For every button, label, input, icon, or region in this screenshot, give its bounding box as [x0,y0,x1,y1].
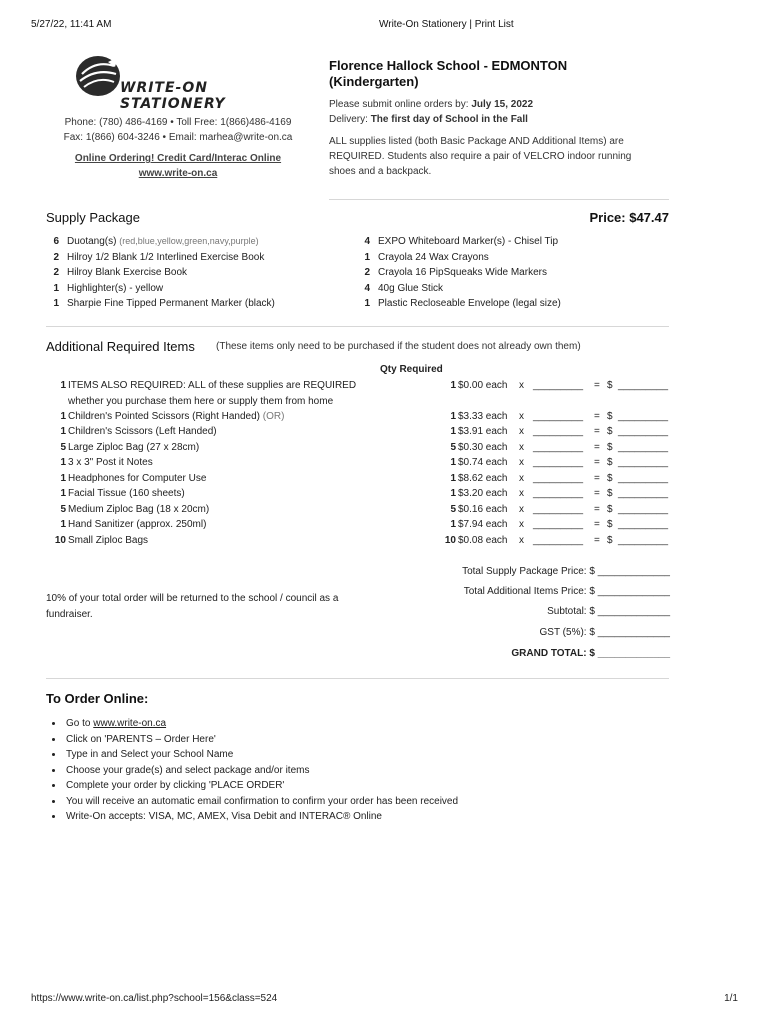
item-qty-required: 1 [450,426,456,437]
item-qty: 5 [60,504,66,515]
delivery-info [329,112,659,127]
item-name: Facial Tissue (160 sheets) [68,488,185,499]
item-price: $8.62 each [458,473,508,484]
item-qty: 1 [60,380,66,391]
website-link[interactable]: www.write-on.ca [93,718,167,729]
item-qty: 10 [54,535,66,546]
item-name: Headphones for Computer Use [68,473,207,484]
gst-line: GST (5%): $ _____________ [539,627,670,638]
list-item: 2 Hilroy Blank Exercise Book [53,267,188,278]
table-row [46,455,676,471]
list-item: 6 Duotang(s) (red,blue,yellow,green,navy,purple) [53,236,259,247]
total-blank: _________ [618,535,669,546]
dollar-symbol: $ [607,442,613,453]
divider [46,678,669,679]
submit-deadline [329,97,659,112]
equals-symbol: = [594,535,600,546]
dollar-symbol: $ [607,457,613,468]
item-qty-required: 10 [444,535,456,546]
item-name: Children's Pointed Scissors (Right Handed) (OR) [68,411,285,422]
table-row [46,533,676,549]
supply-list-right [355,234,561,312]
delivery-label: Delivery: [329,114,368,125]
item-name: Hand Sanitizer (approx. 250ml) [68,519,207,530]
order-online-heading: To Order Online: [46,691,149,706]
item-price: $0.00 each [458,380,508,391]
item-qty-required: 5 [450,504,456,515]
dollar-symbol: $ [607,380,613,391]
equals-symbol: = [594,488,600,499]
list-item: • You will receive an automatic email confirmation to confirm your order has been received [64,794,458,810]
table-row [46,502,676,518]
item-qty-required: 1 [450,380,456,391]
total-blank: _________ [618,426,669,437]
school-name: Florence Hallock School - EDMONTON [329,58,568,73]
school-grade: (Kindergarten) [329,74,419,89]
equals-symbol: = [594,457,600,468]
table-row [46,409,676,425]
qty-blank: _________ [533,426,584,437]
qty-blank: _________ [533,380,584,391]
write-on-logo [74,54,294,112]
list-item: 1 Highlighter(s) - yellow [53,282,164,294]
item-name: 3 x 3" Post it Notes [68,457,153,468]
divider [46,326,669,327]
dollar-symbol: $ [607,504,613,515]
submit-label: Please submit online orders by: [329,99,469,110]
total-blank: _________ [618,488,669,499]
list-item: • Type in and Select your School Name [64,747,458,763]
table-row [46,378,676,394]
dollar-symbol: $ [607,426,613,437]
multiply-symbol: x [519,442,524,453]
item-price: $0.30 each [458,442,508,453]
online-ordering-link[interactable]: Online Ordering! Credit Card/Interac Online [74,153,282,164]
total-blank: _________ [618,473,669,484]
qty-required-label: Qty Required [380,364,443,375]
total-blank: _________ [618,504,669,515]
item-qty-required: 1 [450,411,456,422]
table-row [46,440,676,456]
item-qty: 1 [60,473,66,484]
table-row [46,471,676,487]
multiply-symbol: x [519,488,524,499]
footer-url: https://www.write-on.ca/list.php?school=156&class=524 [31,993,278,1004]
equals-symbol: = [594,442,600,453]
item-price: $0.74 each [458,457,508,468]
multiply-symbol: x [519,519,524,530]
qty-blank: _________ [533,519,584,530]
list-item: • Complete your order by clicking 'PLACE ORDER' [64,778,458,794]
equals-symbol: = [594,504,600,515]
item-price: $3.33 each [458,411,508,422]
total-blank: _________ [618,380,669,391]
item-price: $7.94 each [458,519,508,530]
submit-date: July 15, 2022 [471,99,534,110]
supply-list-left [44,234,275,312]
multiply-symbol: x [519,426,524,437]
item-qty-required: 5 [450,442,456,453]
website-link[interactable]: www.write-on.ca [138,168,218,179]
total-blank: _________ [618,411,669,422]
dollar-symbol: $ [607,473,613,484]
additional-subtitle: (These items only need to be purchased if the student does not already own them) [216,341,581,352]
subtotal-line: Subtotal: $ _____________ [547,606,670,617]
print-title: Write-On Stationery | Print List [379,19,514,30]
item-qty: 1 [60,488,66,499]
item-qty: 5 [60,442,66,453]
table-row [46,517,676,533]
total-blank: _________ [618,442,669,453]
grand-total-line: GRAND TOTAL: $ _____________ [511,648,670,659]
total-blank: _________ [618,457,669,468]
multiply-symbol: x [519,535,524,546]
qty-blank: _________ [533,411,584,422]
list-item: 2 Crayola 16 PipSqueaks Wide Markers [364,267,547,278]
additional-total-line: Total Additional Items Price: $ _____________ [463,586,670,597]
list-item: 2 Hilroy 1/2 Blank 1/2 Interlined Exercise Book [53,251,265,263]
qty-blank: _________ [533,457,584,468]
list-item: 1 Plastic Recloseable Envelope (legal size) [364,298,561,309]
item-price: $0.08 each [458,535,508,546]
school-note-2: REQUIRED. Students also require a pair of VELCRO indoor running [329,151,632,162]
item-price: $3.91 each [458,426,508,437]
qty-blank: _________ [533,535,584,546]
logo-text: WRITE-ON STATIONERY [120,80,226,112]
school-note-1: ALL supplies listed (both Basic Package AND Additional Items) are [329,136,624,147]
equals-symbol: = [594,411,600,422]
divider [329,199,669,200]
item-name: ITEMS ALSO REQUIRED: ALL of these supplies are REQUIRED [68,380,357,391]
item-price: $3.20 each [458,488,508,499]
table-row [46,424,676,440]
multiply-symbol: x [519,457,524,468]
multiply-symbol: x [519,380,524,391]
qty-blank: _________ [533,473,584,484]
contact-fax: Fax: 1(866) 604-3246 • Email: marhea@write-on.ca [63,132,293,143]
footer-page: 1/1 [724,993,738,1004]
list-item: 1 Crayola 24 Wax Crayons [364,251,489,263]
list-item: 4 40g Glue Stick [364,282,444,294]
multiply-symbol: x [519,411,524,422]
item-name: Small Ziploc Bags [68,535,149,546]
item-qty: 1 [60,411,66,422]
additional-heading: Additional Required Items [46,339,195,354]
supply-package-price: Price: $47.47 [589,210,669,225]
list-item: 4 EXPO Whiteboard Marker(s) - Chisel Tip [364,236,559,247]
item-qty-required: 1 [450,519,456,530]
item-qty-required: 1 [450,488,456,499]
contact-phone: Phone: (780) 486-4169 • Toll Free: 1(866)486-4169 [64,117,292,128]
item-name: Large Ziploc Bag (27 x 28cm) [68,442,200,453]
supply-total-line: Total Supply Package Price: $ _____________ [462,566,670,577]
table-row-continuation: whether you purchase them here or supply them from home [68,395,334,407]
equals-symbol: = [594,519,600,530]
item-name: Children's Scissors (Left Handed) [68,426,217,437]
multiply-symbol: x [519,504,524,515]
list-item: • Choose your grade(s) and select package and/or items [64,763,458,779]
list-item: • Write-On accepts: VISA, MC, AMEX, Visa Debit and INTERAC® Online [64,809,458,825]
qty-blank: _________ [533,488,584,499]
equals-symbol: = [594,473,600,484]
item-qty-required: 1 [450,457,456,468]
table-row [46,486,676,502]
item-qty: 1 [60,519,66,530]
dollar-symbol: $ [607,411,613,422]
item-qty-required: 1 [450,473,456,484]
list-item: 1 Sharpie Fine Tipped Permanent Marker (black) [53,298,275,309]
dollar-symbol: $ [607,535,613,546]
order-steps-list [50,716,458,825]
qty-blank: _________ [533,504,584,515]
fundraiser-note: 10% of your total order will be returned to the school / council as a fundraiser. [46,593,339,620]
item-price: $0.16 each [458,504,508,515]
list-item: • Go to www.write-on.ca [64,716,458,732]
qty-blank: _________ [533,442,584,453]
list-item: • Click on 'PARENTS – Order Here' [64,732,458,748]
delivery-value: The first day of School in the Fall [370,114,528,125]
dollar-symbol: $ [607,488,613,499]
supply-package-heading: Supply Package [46,210,140,225]
equals-symbol: = [594,426,600,437]
print-datetime: 5/27/22, 11:41 AM [31,19,112,30]
equals-symbol: = [594,380,600,391]
item-qty: 1 [60,426,66,437]
multiply-symbol: x [519,473,524,484]
dollar-symbol: $ [607,519,613,530]
school-note-3: shoes and a backpack. [329,166,432,177]
item-name: Medium Ziploc Bag (18 x 20cm) [68,504,210,515]
item-qty: 1 [60,457,66,468]
total-blank: _________ [618,519,669,530]
